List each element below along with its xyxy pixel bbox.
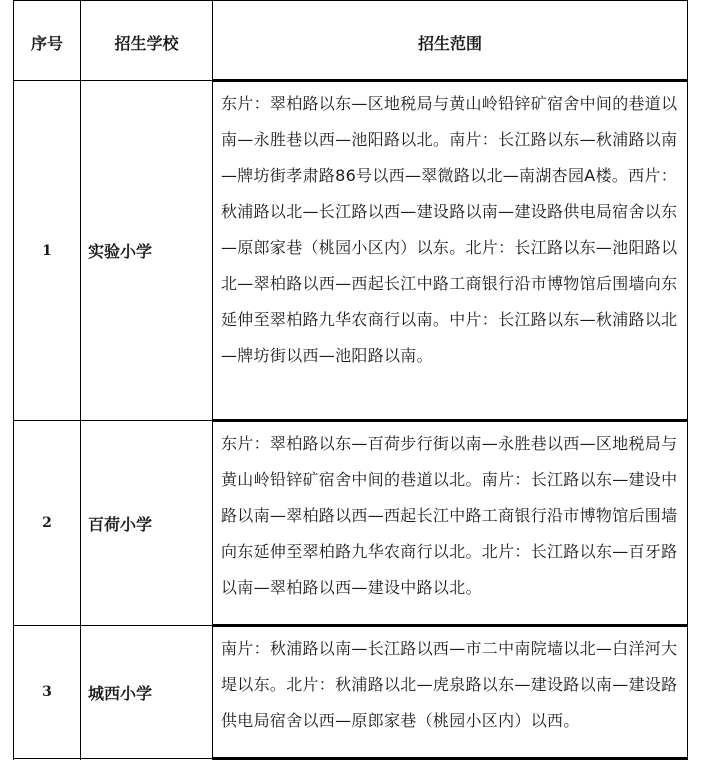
table-row <box>14 421 688 626</box>
table-header-row <box>14 1 688 81</box>
school-name: 城西小学 <box>81 626 213 759</box>
header-no: 序号 <box>14 1 81 81</box>
school-name: 百荷小学 <box>81 421 213 626</box>
admission-range: 东片：翠柏路以东—百荷步行街以南—永胜巷以西—区地税局与黄山岭铅锌矿宿舍中间的巷道以北。南片：长江路以东—建设中路以南—翠柏路以西—西起长江中路工商银行沿市博物馆后围墙向东延伸至翠柏路九华农商行以北。北片：长江路以东—百牙路以南—翠柏路以西—建设中路以北。 <box>213 421 688 626</box>
header-range: 招生范围 <box>213 1 688 81</box>
table-row <box>14 626 688 759</box>
table-row <box>14 81 688 421</box>
header-school: 招生学校 <box>81 1 213 81</box>
row-number: 3 <box>14 626 81 759</box>
admission-range: 东片：翠柏路以东—区地税局与黄山岭铅锌矿宿舍中间的巷道以南—永胜巷以西—池阳路以北。南片：长江路以东—秋浦路以南—牌坊街孝肃路86号以西—翠微路以北—南湖杏园A楼。西片：秋浦路以北—长江路以西—建设路以南—建设路供电局宿舍以东—原郎家巷（桃园小区内）以东。北片：长江路以东—池阳路以北—翠柏路以西—西起长江中路工商银行沿市博物馆后围墙向东延伸至翠柏路九华农商行以南。中片：长江路以东—秋浦路以北—牌坊街以西—池阳路以南。 <box>213 81 688 421</box>
admission-range: 南片：秋浦路以南—长江路以西—市二中南院墙以北—白洋河大堤以东。北片：秋浦路以北—虎泉路以东—建设路以南—建设路供电局宿舍以西—原郎家巷（桃园小区内）以西。 <box>213 626 688 759</box>
school-name: 实验小学 <box>81 81 213 421</box>
row-number: 2 <box>14 421 81 626</box>
row-number: 1 <box>14 81 81 421</box>
admission-table <box>13 0 688 760</box>
